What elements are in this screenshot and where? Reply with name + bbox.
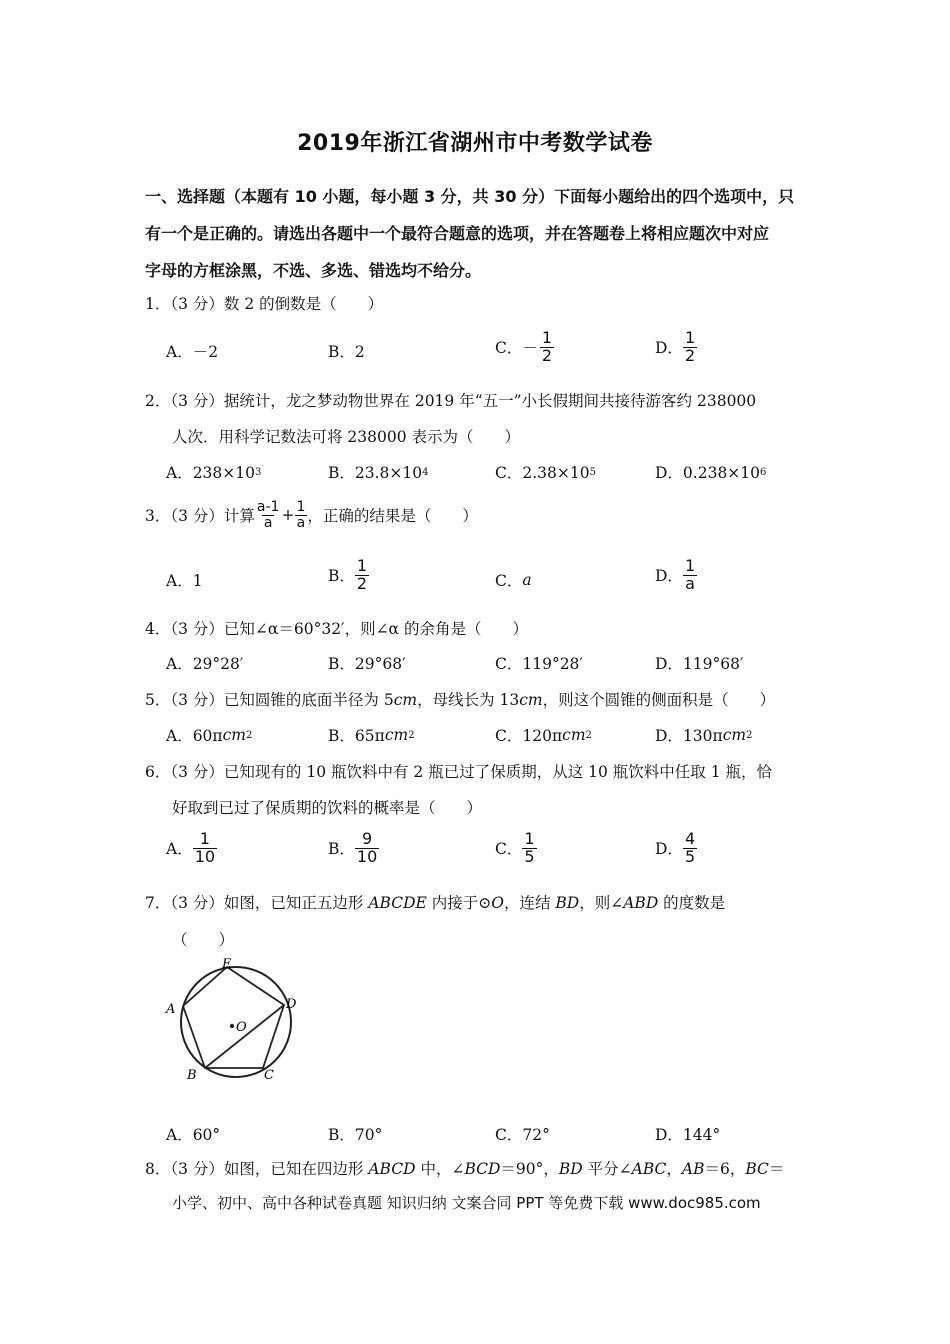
fraction: $\frac{1}{10}$: [194, 829, 216, 866]
label-d: D: [286, 997, 297, 1012]
fraction: $\frac{1}{2}$: [684, 328, 696, 365]
q4-option-c: C．119°28′: [495, 655, 583, 673]
q1-option-b: B．2: [328, 343, 365, 361]
q7-option-b: B．70°: [328, 1126, 383, 1144]
q2-option-b: B．23.8×10 4: [328, 464, 429, 482]
q3-option-a: A．1: [166, 572, 203, 590]
label-o: O: [236, 1020, 247, 1035]
q5-option-c: C．120π cm 2: [495, 726, 592, 745]
segment-bd: [205, 1005, 284, 1068]
question-2-line1: 2．（3 分）据统计，龙之梦动物世界在 2019 年“五一”小长假期间共接待游客约 238000: [145, 392, 757, 410]
section-instructions-line2: 有一个是正确的。请选出各题中一个最符合题意的选项，并在答题卷上将相应题次中对应: [145, 224, 770, 243]
q7-option-d: D．144°: [655, 1126, 721, 1144]
label-a: A: [166, 1002, 176, 1017]
question-6-line1: 6．（3 分）已知现有的 10 瓶饮料中有 2 瓶已过了保质期，从这 10 瓶饮料中任取 1 瓶，恰: [145, 763, 772, 781]
q6-option-a: A． $\frac{1}{10}$: [166, 829, 216, 866]
label-c: C: [264, 1068, 274, 1083]
q7-option-a: A．60°: [166, 1126, 221, 1144]
q3-option-b: B． $\frac{1}{2}$: [328, 556, 368, 593]
label-b: B: [187, 1068, 197, 1083]
question-7-line1: 7．（3 分）如图，已知正五边形 ABCDE 内接于⊙O，连结 BD，则∠ABD 的度数是: [145, 894, 726, 912]
question-1: 1．（3 分）数 2 的倒数是（ ）: [145, 295, 384, 313]
q2-option-c: C．2.38×10 5: [495, 464, 596, 482]
question-4: 4．（3 分）已知∠α＝60°32′，则∠α 的余角是（ ）: [145, 620, 528, 638]
q5-option-b: B．65π cm 2: [328, 726, 415, 745]
fraction: $\frac{1}{a}$: [296, 499, 306, 531]
label-e: E: [222, 957, 232, 972]
footer-download-note: 小学、初中、高中各种试卷真题 知识归纳 文案合同 PPT 等免费下载 www.doc985.com: [172, 1194, 761, 1212]
fraction: $\frac{4}{5}$: [684, 829, 696, 866]
fraction: $\frac{a-1}{a}$: [256, 499, 280, 531]
section-instructions-line3: 字母的方框涂黑，不选、多选、错选均不给分。: [145, 261, 482, 280]
fraction: $\frac{1}{5}$: [524, 829, 535, 866]
q7-option-c: C．72°: [495, 1126, 550, 1144]
q5-option-a: A．60π cm 2: [166, 726, 253, 745]
page-title: 2019年浙江省湖州市中考数学试卷: [297, 131, 653, 156]
q4-option-d: D．119°68′: [655, 655, 744, 673]
q6-option-b: B． $\frac{9}{10}$: [328, 829, 378, 866]
pentagon-in-circle-figure: [160, 950, 310, 1085]
question-3: 3．（3 分）计算 $\frac{a-1}{a}$ + $\frac{1}{a}$ ，正确的结果是（ ）: [145, 499, 478, 531]
center-point: [230, 1024, 234, 1028]
q6-option-c: C． $\frac{1}{5}$: [495, 829, 535, 866]
q2-option-d: D．0.238×10 6: [655, 464, 767, 482]
question-6-line2: 好取到已过了保质期的饮料的概率是（ ）: [172, 799, 483, 817]
q1-option-c: C． － $\frac{1}{2}$: [495, 328, 553, 365]
q4-option-a: A．29°28′: [166, 655, 244, 673]
q2-option-a: A．238×10 3: [166, 464, 262, 482]
fraction: $\frac{9}{10}$: [356, 829, 378, 866]
question-5: 5．（3 分）已知圆锥的底面半径为 5cm，母线长为 13cm，则这个圆锥的侧面积是（ ）: [145, 691, 776, 709]
section-instructions-line1: 一、选择题（本题有 10 小题，每小题 3 分，共 30 分）下面每小题给出的四个选项中，只: [145, 187, 795, 206]
q4-option-b: B．29°68′: [328, 655, 406, 673]
q3-option-c: C． a: [495, 571, 532, 590]
fraction: $\frac{1}{2}$: [541, 328, 553, 365]
question-8-line1: 8．（3 分）如图，已知在四边形 ABCD 中，∠BCD＝90°，BD 平分∠ABC，AB＝6，BC＝: [145, 1160, 785, 1178]
question-2-line2: 人次．用科学记数法可将 238000 表示为（ ）: [172, 428, 521, 446]
q5-option-d: D．130π cm 2: [655, 726, 753, 745]
q1-option-a: A．－2: [166, 343, 219, 361]
fraction: $\frac{1}{a}$: [684, 556, 696, 593]
q3-option-d: D． $\frac{1}{a}$: [655, 556, 696, 593]
q6-option-d: D． $\frac{4}{5}$: [655, 829, 696, 866]
q1-option-d: D． $\frac{1}{2}$: [655, 328, 696, 365]
fraction: $\frac{1}{2}$: [356, 556, 368, 593]
question-7-line2: （ ）: [172, 931, 235, 949]
